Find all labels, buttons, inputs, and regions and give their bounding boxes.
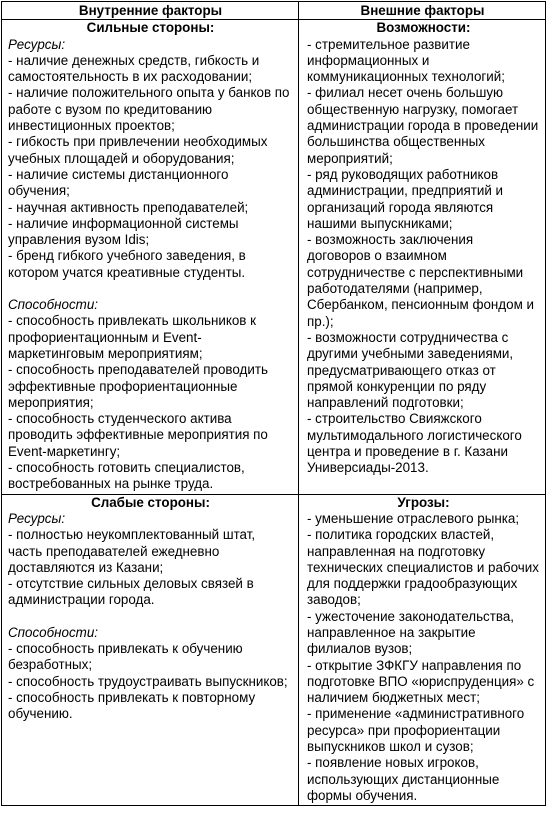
positive-row — [2, 20, 546, 494]
list-item: - способность привлекать к повторному обучению. — [8, 689, 256, 722]
external-factors-header: Внешние факторы — [299, 2, 546, 20]
list-item: - наличие положительного опыта у банков по работе с вузом по кредитованию инвестиционных проектов; — [8, 85, 290, 134]
list-item: - отсутствие сильных деловых связей в администрации города. — [8, 576, 254, 608]
negative-row — [2, 494, 546, 806]
threats-title: Угрозы: — [397, 494, 450, 510]
list-item: - возможность заключения договоров о взаимном сотрудничестве с перспективными работодателями (например, Сбербанком, пенсионным фондом и пр.); — [307, 232, 534, 329]
list-item: - открытие ЗФКГУ направления по подготовке ВПО «юриспруденция» с наличием бюджетных мест; — [307, 657, 535, 706]
list-item: - ряд руководящих работников администрации, предприятий и организаций города являются нашими выпускниками; — [307, 166, 504, 231]
opportunities-title: Возможности: — [376, 20, 471, 36]
list-item: - ужесточение законодательства, направленное на закрытие филиалов вузов; — [307, 608, 515, 657]
strengths-abilities-title: Способности: — [8, 297, 98, 313]
strengths-resources-title: Ресурсы: — [8, 36, 66, 52]
list-item: - полностью неукомплектованный штат, часть преподавателей ежедневно доставляются из Казани; — [8, 527, 256, 575]
list-item: - наличие денежных средств, гибкость и самостоятельность в их расходовании; — [8, 52, 260, 85]
weaknesses-cell — [2, 494, 299, 806]
strengths-cell — [2, 20, 299, 494]
spacer — [8, 609, 293, 625]
strengths-title: Сильные стороны: — [86, 20, 215, 36]
list-item: - политика городских властей, направленная на подготовку технических специалистов и рабочих для поддержки градообразующих заводов; — [307, 527, 539, 608]
list-item: - способность трудоустраивать выпускников; — [8, 673, 288, 689]
list-item: - способность готовить специалистов, востребованных на рынке труда. — [8, 460, 245, 492]
list-item: - стремительное развитие информационных и коммуникационных технологий; — [307, 36, 505, 85]
list-item: - наличие информационной системы управления вузом Idis; — [8, 215, 239, 248]
weaknesses-resources-title: Ресурсы: — [8, 510, 66, 526]
weaknesses-title: Слабые стороны: — [91, 494, 210, 510]
list-item: - возможности сотрудничества с другими учебными заведениями, предусматривающего отказ от прямой конкуренции по ряду направлений подготовки; — [307, 329, 514, 411]
opportunities-cell — [299, 20, 546, 494]
list-item: - способность привлекать к обучению безработных; — [8, 640, 243, 673]
list-item: - появление новых игроков, использующих дистанционные формы обучения. — [307, 755, 500, 803]
list-item: - филиал несет очень большую общественную нагрузку, помогает администрации города в проведении большинства общественных мероприятий; — [307, 85, 539, 166]
list-item: - способность привлекать школьников к профориентационным и Event-маркетинговым мероприятиям; — [8, 313, 257, 361]
list-item: - уменьшение отраслевого рынка; — [307, 510, 520, 526]
weaknesses-abilities-title: Способности: — [8, 624, 98, 640]
list-item: - способность преподавателей проводить эффективные профориентационные мероприятия; — [8, 362, 268, 410]
list-item: - строительство Свияжского мультимодального логистического центра и проведение в г. Казани Универсиады-2013. — [307, 411, 522, 476]
list-item: - способность студенческого актива проводить эффективные мероприятия по Event-маркетингу; — [8, 411, 268, 459]
list-item: - гибкость при привлечении необходимых учебных площадей и оборудования; — [8, 134, 268, 166]
swot-table — [1, 1, 546, 806]
list-item: - применение «административного ресурса» при профориентации выпускников школ и сузов; — [307, 706, 525, 755]
list-item: - наличие системы дистанционного обучения; — [8, 166, 229, 199]
list-item: - бренд гибкого учебного заведения, в котором учатся креативные студенты. — [8, 248, 246, 280]
header-row — [2, 2, 546, 20]
list-item: - научная активность преподавателей; — [8, 199, 249, 215]
internal-factors-header: Внутренние факторы — [2, 2, 299, 20]
threats-cell — [299, 494, 546, 806]
spacer — [8, 281, 293, 297]
